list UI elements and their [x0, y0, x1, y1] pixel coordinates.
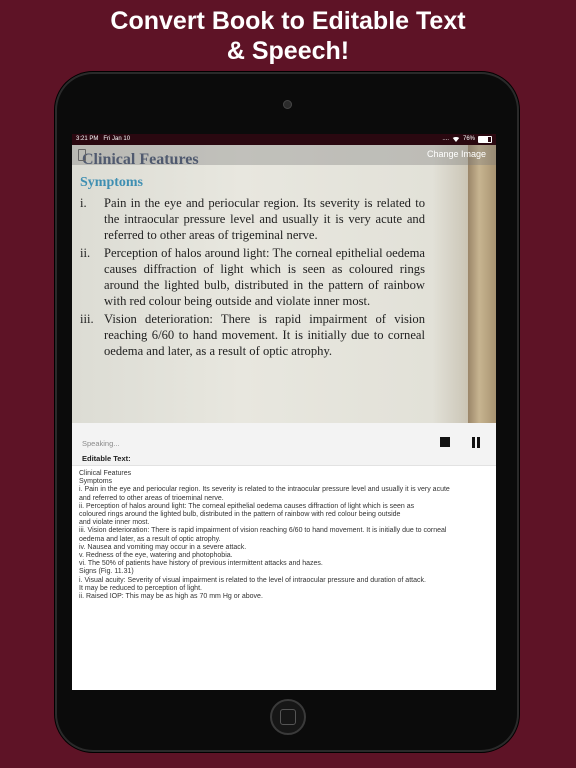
- text-line: i. Visual acuity: Severity of visual impairment is related to the level of intraocular pressure and duration of attack.: [79, 576, 426, 584]
- editable-text-area[interactable]: [79, 470, 489, 680]
- battery-icon: [478, 136, 492, 143]
- book-item-text: Perception of halos around light: The corneal epithelial oedema causes diffraction of light which is seen as coloured rings around the lighted bulb, distributed in the pattern of rainbow with red colour being outside and violate inner most.: [104, 246, 425, 308]
- text-line: and violate inner most.: [79, 519, 150, 527]
- speaking-status: Speaking...: [82, 439, 120, 448]
- book-item-text: Vision deterioration: There is rapid impairment of vision reaching 6/60 to hand movement. It is initially due to corneal oedema and later, as a result of optic atrophy.: [104, 312, 425, 358]
- signal-dots: ....: [442, 136, 449, 142]
- photo-background-edge: [468, 145, 496, 423]
- text-line: ii. Raised IOP: This may be as high as 70 mm Hg or above.: [79, 593, 263, 601]
- headline-line-1: Convert Book to Editable Text: [110, 7, 466, 35]
- home-button-icon: [280, 709, 296, 725]
- book-list-item: [80, 311, 425, 359]
- image-toolbar: [72, 145, 496, 165]
- text-line: i. Pain in the eye and periocular region. Its severity is related to the intraocular pressure level and usually it is very acute: [79, 486, 450, 494]
- book-item-text: Pain in the eye and periocular region. Its severity is related to the intraocular pressure level and usually it is very acute and referred to other areas of trigeminal nerve.: [104, 196, 425, 242]
- text-line: Symptoms: [79, 478, 113, 486]
- book-item-number: ii.: [80, 246, 91, 260]
- change-image-button[interactable]: Change Image: [426, 149, 486, 159]
- scanned-page-image: [72, 145, 496, 423]
- promo-headline: [0, 6, 576, 66]
- pause-icon[interactable]: [471, 437, 481, 448]
- text-line: oedema and later, as a result of optic atrophy.: [79, 535, 221, 543]
- text-line: ii. Perception of halos around light: The corneal epithelial oedema causes diffraction of light which is seen as: [79, 502, 415, 510]
- text-line: iv. Nausea and vomiting may occur in a severe attack.: [79, 543, 247, 551]
- text-line: Signs (Fig. 11.31): [79, 568, 134, 576]
- speech-controls: [72, 423, 496, 466]
- book-subtitle: Symptoms: [80, 175, 144, 190]
- headline-line-2: & Speech!: [226, 37, 350, 65]
- wifi-icon: [452, 137, 460, 142]
- stop-icon[interactable]: [440, 437, 450, 447]
- status-time: 3:21 PM: [76, 136, 99, 142]
- book-title: Clinical Features: [82, 151, 199, 168]
- status-right: [442, 134, 492, 145]
- text-line: v. Redness of the eye, watering and photophobia.: [79, 552, 233, 560]
- status-bar: [72, 134, 496, 145]
- text-line: coloured rings around the lighted bulb, distributed in the pattern of rainbow with red colour being outside: [79, 511, 401, 519]
- book-list-item: [80, 195, 425, 243]
- status-time-date: [76, 134, 130, 145]
- text-line: vi. The 50% of patients have history of previous intermittent attacks and hazes.: [79, 560, 323, 568]
- app-screen: [72, 134, 496, 690]
- text-line: and referred to other areas of trioeminal nerve.: [79, 494, 224, 502]
- book-item-number: i.: [80, 196, 87, 210]
- battery-fill: [479, 137, 488, 142]
- editable-text-label: Editable Text:: [82, 454, 131, 463]
- status-date: Fri Jan 10: [103, 136, 131, 142]
- text-line: It may be reduced to perception of light.: [79, 584, 202, 592]
- home-button[interactable]: [270, 699, 306, 735]
- text-line: Clinical Features: [79, 470, 132, 477]
- book-list: [80, 195, 425, 361]
- back-icon[interactable]: [78, 149, 86, 161]
- camera-icon: [283, 100, 292, 109]
- battery-percent: 76%: [462, 136, 475, 142]
- book-list-item: [80, 245, 425, 309]
- text-line: iii. Vision deterioration: There is rapid impairment of vision reaching 6/60 to hand movement. It is initially due to corneal: [79, 527, 447, 535]
- book-item-number: iii.: [80, 312, 94, 326]
